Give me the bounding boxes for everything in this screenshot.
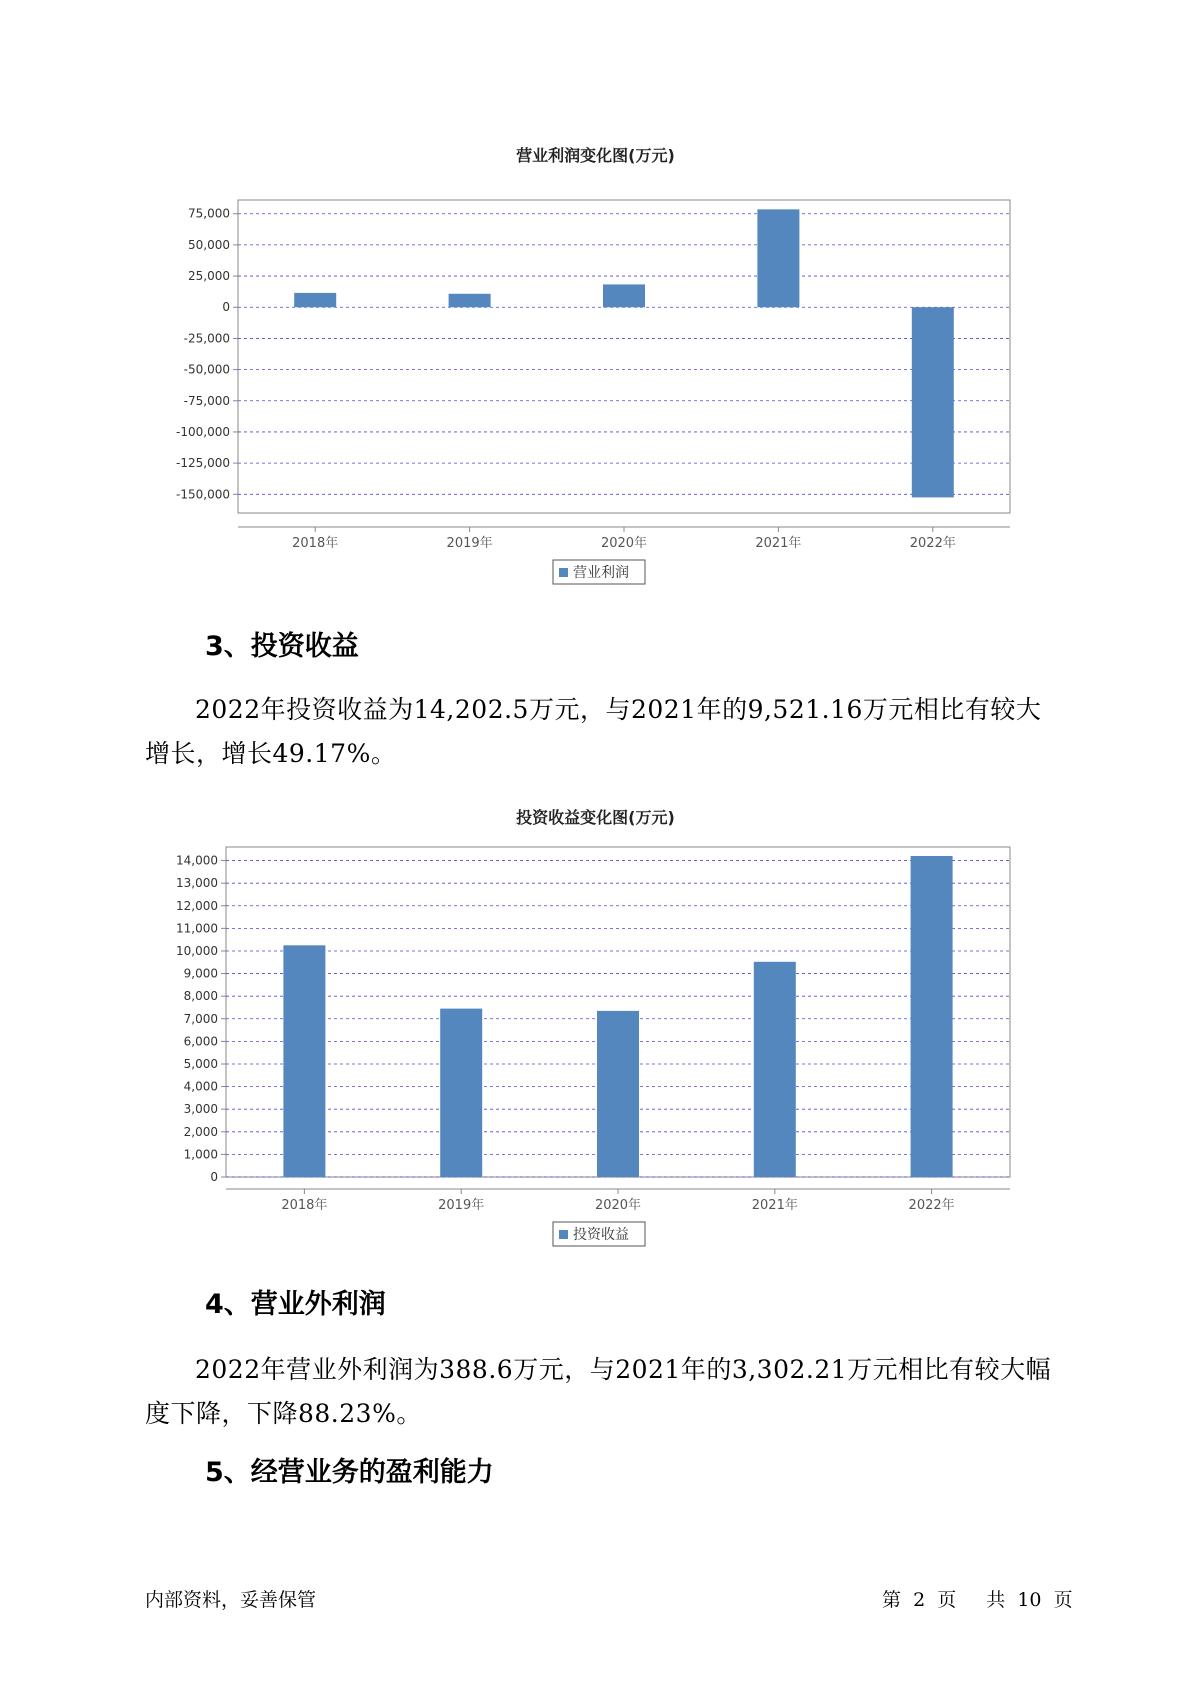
x-tick-label: 2020年 (594, 1198, 642, 1213)
y-tick-label: 2,000 (183, 1124, 218, 1139)
bar-2022年 (912, 307, 954, 497)
y-tick-label: -25,000 (183, 331, 230, 346)
legend-swatch (559, 1230, 568, 1239)
plot-area (238, 200, 1010, 513)
y-tick-label: 4,000 (183, 1079, 218, 1094)
section3-heading: 3、投资收益 (205, 631, 359, 662)
y-tick-label: 6,000 (183, 1034, 218, 1049)
operating-profit-chart (0, 170, 1191, 590)
y-tick-label: -125,000 (176, 456, 230, 471)
y-tick-label: 7,000 (183, 1011, 218, 1026)
x-tick-label: 2022年 (908, 1198, 955, 1213)
legend-swatch (559, 568, 568, 577)
page-num: 2 (913, 1589, 926, 1611)
bar-2020年 (603, 284, 645, 307)
y-tick-label: 9,000 (183, 966, 218, 981)
y-tick-label: 50,000 (188, 237, 230, 252)
chart2-title: 投资收益变化图(万元) (516, 808, 675, 827)
bar-2021年 (757, 209, 799, 307)
y-tick-label: 0 (210, 1170, 218, 1184)
total-label: 共 (986, 1589, 1006, 1611)
x-tick-label: 2018年 (292, 536, 339, 551)
y-tick-label: 13,000 (176, 876, 218, 891)
y-tick-label: 3,000 (183, 1102, 218, 1117)
y-tick-label: -150,000 (176, 487, 230, 502)
bar-2019年 (449, 294, 491, 307)
x-tick-label: 2020年 (600, 536, 648, 551)
y-tick-label: 25,000 (188, 269, 230, 284)
y-tick-label: -50,000 (183, 362, 230, 377)
total-unit: 页 (1053, 1589, 1073, 1611)
investment-income-chart (0, 830, 1191, 1250)
x-tick-label: 2022年 (909, 536, 956, 551)
y-tick-label: 12,000 (176, 898, 218, 913)
bar-2018年 (283, 945, 325, 1177)
y-tick-label: 5,000 (183, 1056, 218, 1071)
section4-heading: 4、营业外利润 (205, 1289, 386, 1320)
bar-2020年 (597, 1011, 639, 1177)
footer-page-number (882, 1585, 1079, 1612)
section4-paragraph: 2022年营业外利润为388.6万元，与2021年的3,302.21万元相比有较大幅度下降，下降88.23%。 (145, 1355, 1052, 1428)
page-unit: 页 (937, 1589, 957, 1611)
y-tick-label: 11,000 (176, 921, 218, 936)
y-tick-label: 14,000 (176, 853, 218, 868)
legend-label: 营业利润 (573, 565, 629, 581)
bar-2018年 (294, 293, 336, 307)
section3-paragraph: 2022年投资收益为14,202.5万元，与2021年的9,521.16万元相比有较大增长，增长49.17%。 (145, 695, 1042, 768)
y-tick-label: -75,000 (183, 393, 230, 408)
x-tick-label: 2021年 (755, 536, 802, 551)
x-tick-label: 2019年 (446, 536, 493, 551)
chart1-title: 营业利润变化图(万元) (516, 146, 675, 165)
x-tick-label: 2018年 (281, 1198, 328, 1213)
total-num: 10 (1017, 1589, 1042, 1611)
bar-2021年 (754, 962, 796, 1177)
bar-2019年 (440, 1009, 482, 1177)
page-label: 第 (882, 1589, 902, 1611)
section5-heading: 5、经营业务的盈利能力 (205, 1457, 494, 1488)
y-tick-label: 8,000 (183, 989, 218, 1004)
x-tick-label: 2021年 (751, 1198, 798, 1213)
y-tick-label: 0 (222, 300, 230, 315)
legend-label: 投资收益 (573, 1227, 629, 1243)
y-tick-label: 75,000 (188, 206, 230, 221)
bar-2022年 (911, 856, 953, 1177)
y-tick-label: -100,000 (176, 424, 230, 439)
y-tick-label: 10,000 (176, 943, 218, 958)
x-tick-label: 2019年 (438, 1198, 485, 1213)
y-tick-label: 1,000 (183, 1147, 218, 1162)
footer-confidential-note: 内部资料，妥善保管 (145, 1589, 317, 1611)
